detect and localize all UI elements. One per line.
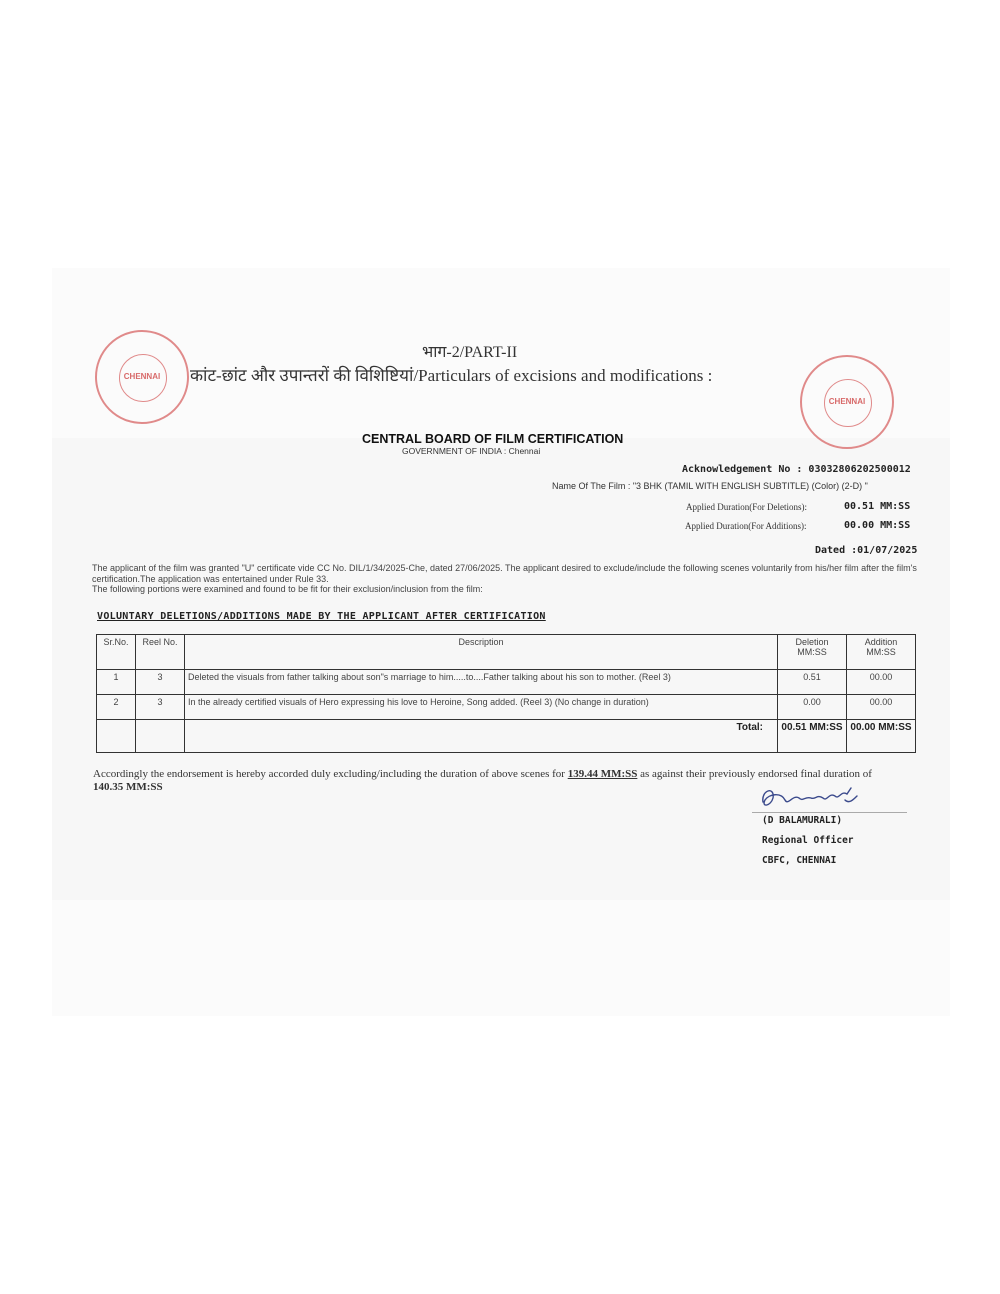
signature — [755, 780, 865, 814]
header-reel-no: Reel No. — [136, 635, 185, 670]
acknowledgement-number: Acknowledgement No : 03032806202500012 — [682, 464, 911, 475]
signatory-designation: Regional Officer — [762, 835, 854, 846]
row-reel: 3 — [136, 695, 185, 720]
dated: Dated :01/07/2025 — [815, 545, 918, 556]
endorsement-duration: 139.44 MM:SS — [567, 768, 638, 780]
table-row — [97, 695, 916, 720]
board-name: CENTRAL BOARD OF FILM CERTIFICATION — [362, 432, 624, 446]
deletion-duration-value: 00.51 MM:SS — [844, 501, 911, 512]
deletion-duration-label: Applied Duration(For Deletions): — [686, 502, 807, 512]
header-sr-no: Sr.No. — [97, 635, 136, 670]
signatory-office: CBFC, CHENNAI — [762, 855, 837, 866]
total-addition: 00.00 MM:SS — [847, 720, 916, 753]
final-duration: 140.35 MM:SS — [93, 781, 163, 793]
seal-right-label: CHENNAI — [828, 397, 866, 406]
government-line: GOVERNMENT OF INDIA : Chennai — [402, 446, 541, 456]
row-addition: 00.00 — [847, 670, 916, 695]
excisions-table — [96, 634, 916, 753]
part-title: भाग-2/PART-II — [422, 344, 518, 361]
signatory-name: (D BALAMURALI) — [762, 815, 843, 826]
cbfc-seal-right — [800, 355, 894, 449]
row-description: Deleted the visuals from father talking about son"s marriage to him.....to....Father talking about his son to mother. (Reel 3) — [185, 670, 778, 695]
header-deletion: Deletion MM:SS — [778, 635, 847, 670]
intro-line-2: The following portions were examined and found to be fit for their exclusion/inclusion from the film: — [92, 584, 483, 594]
table-row — [97, 670, 916, 695]
table-header-row — [97, 635, 916, 670]
section-heading: VOLUNTARY DELETIONS/ADDITIONS MADE BY THE APPLICANT AFTER CERTIFICATION — [97, 611, 546, 622]
total-row — [97, 720, 916, 753]
part-subtitle: कांट-छांट और उपान्तरों की विशिष्टियां/Particulars of excisions and modifications : — [190, 366, 713, 385]
addition-duration-label: Applied Duration(For Additions): — [685, 521, 807, 531]
total-label: Total: — [185, 720, 778, 753]
cbfc-seal-left — [95, 330, 189, 424]
row-deletion: 0.51 — [778, 670, 847, 695]
row-description: In the already certified visuals of Hero expressing his love to Heroine, Song added. (Reel 3) (No change in duration) — [185, 695, 778, 720]
row-sr: 1 — [97, 670, 136, 695]
addition-duration-value: 00.00 MM:SS — [844, 520, 911, 531]
row-addition: 00.00 — [847, 695, 916, 720]
total-deletion: 00.51 MM:SS — [778, 720, 847, 753]
signature-line — [752, 812, 907, 813]
seal-left-label: CHENNAI — [123, 372, 161, 381]
endorsement-text-2: as against their previously endorsed final duration of — [637, 768, 872, 780]
intro-line-1: The applicant of the film was granted "U" certificate vide CC No. DIL/1/34/2025-Che, dated 27/06/2025. The applicant desired to exclude/include the following scenes voluntarily from his/her film after the film's certification.The application was entertained under Rule 33. — [92, 563, 917, 584]
row-reel: 3 — [136, 670, 185, 695]
film-name: Name Of The Film : "3 BHK (TAMIL WITH ENGLISH SUBTITLE) (Color) (2-D) " — [552, 481, 868, 491]
intro-paragraph — [92, 563, 932, 595]
endorsement-text-1: Accordingly the endorsement is hereby accorded duly excluding/including the duration of above scenes for — [93, 768, 568, 780]
row-deletion: 0.00 — [778, 695, 847, 720]
header-description: Description — [185, 635, 778, 670]
row-sr: 2 — [97, 695, 136, 720]
header-addition: Addition MM:SS — [847, 635, 916, 670]
